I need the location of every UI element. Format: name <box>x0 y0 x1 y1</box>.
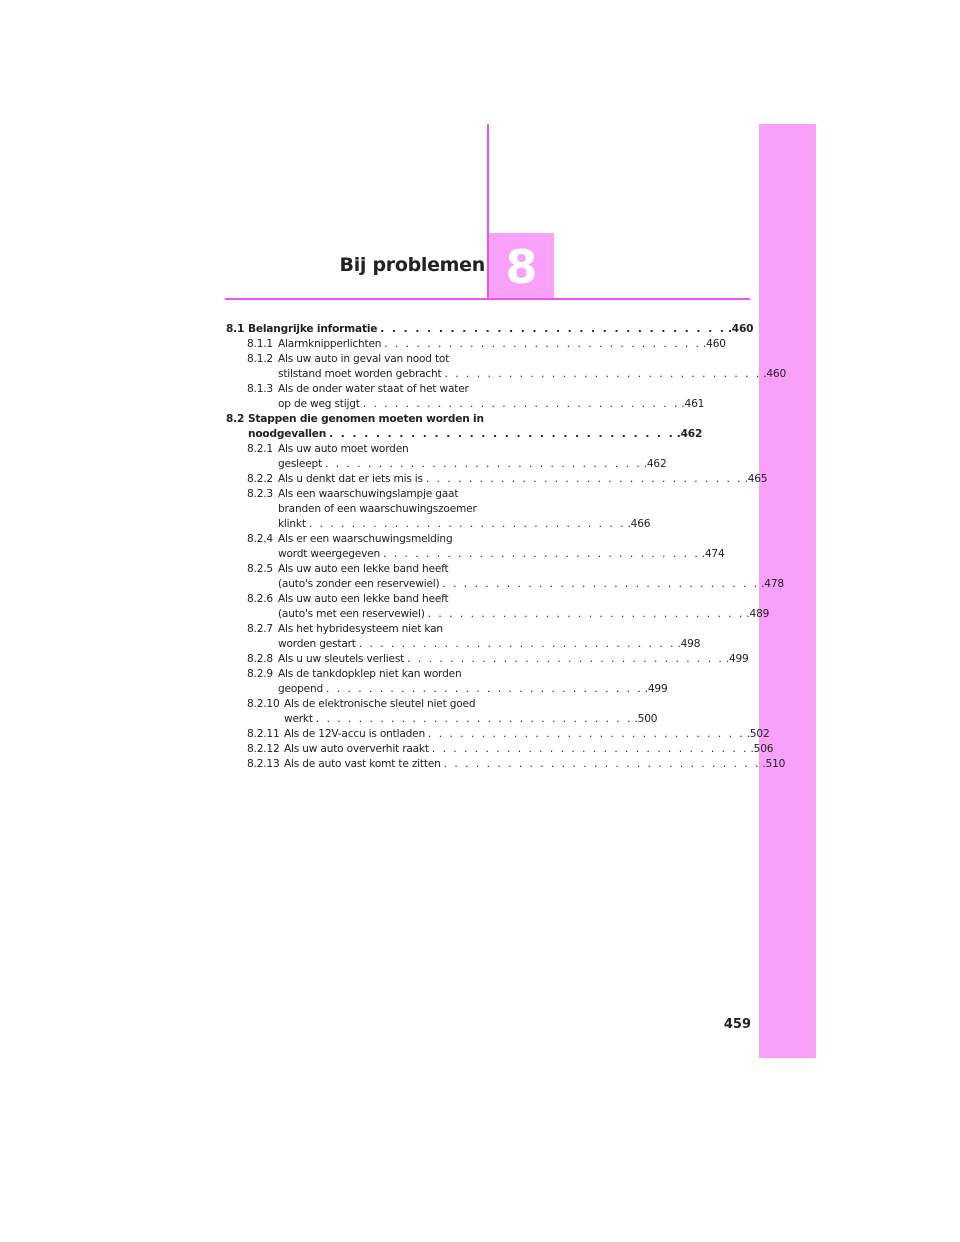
toc-entry[interactable] <box>226 337 726 352</box>
toc-leader-dots: . . . . . . . . . . . . . . . . . . . . . . . . . . . . . . <box>329 428 675 440</box>
toc-entry[interactable] <box>226 352 786 382</box>
toc-leader-dots: . . . . . . . . . . . . . . . . . . . . . . . . . . . . . . <box>407 653 724 665</box>
toc-entry-title: Alarmknipperlichten <box>278 338 382 350</box>
toc-entry-title: Als er een waarschuwingsmelding <box>278 533 453 545</box>
toc-entry-title: Als de tankdopklep niet kan worden <box>278 668 462 680</box>
toc-leader-dots: . . . . . . . . . . . . . . . . . . . . . . . . . . . . . . <box>358 638 676 650</box>
toc-entry-page: .460 <box>702 338 726 350</box>
toc-entry-number: 8.2.9 <box>247 668 273 680</box>
toc-entry-title: Als een waarschuwingslampje gaat <box>278 488 459 500</box>
toc-entry-page: .465 <box>744 473 768 485</box>
toc-entry-number: 8.2.5 <box>247 563 273 575</box>
toc-entry-number: 8.2.10 <box>247 698 280 710</box>
toc-entry[interactable] <box>226 652 749 667</box>
toc-entry-page: .510 <box>762 758 786 770</box>
toc-entry-number: 8.2.1 <box>247 443 273 455</box>
toc-entry-title: geopend <box>278 683 324 695</box>
toc-entry-page: .500 <box>634 713 658 725</box>
toc-entry-title: branden of een waarschuwingszoemer <box>278 503 477 515</box>
toc-leader-dots: . . . . . . . . . . . . . . . . . . . . . . . . . . . . . . <box>443 758 761 770</box>
toc-entry[interactable] <box>226 592 770 622</box>
toc-entry-title: klinkt <box>278 518 306 530</box>
toc-leader-dots: . . . . . . . . . . . . . . . . . . . . . . . . . . . . . . <box>325 458 642 470</box>
toc-entry[interactable] <box>226 562 784 592</box>
toc-entry-number: 8.2.12 <box>247 743 280 755</box>
toc-entry-number: 8.1.3 <box>247 383 273 395</box>
toc-entry-title: noodgevallen <box>248 428 327 440</box>
toc-entry-title: worden gestart <box>278 638 356 650</box>
toc-entry[interactable] <box>226 697 658 727</box>
toc-entry-title: Als de onder water staat of het water <box>278 383 469 395</box>
toc-entry-title: Als u uw sleutels verliest <box>278 653 405 665</box>
toc-entry-title: Als uw auto moet worden <box>278 443 409 455</box>
toc-entry-title: Als uw auto in geval van nood tot <box>278 353 450 365</box>
toc-leader-dots: . . . . . . . . . . . . . . . . . . . . . . . . . . . . . . <box>431 743 749 755</box>
page-number: 459 <box>723 1017 751 1032</box>
toc-entry-number: 8.2.11 <box>247 728 280 740</box>
toc-entry-page: .462 <box>676 428 703 440</box>
toc-leader-dots: . . . . . . . . . . . . . . . . . . . . . . . . . . . . . . <box>315 713 633 725</box>
toc-entry-title: Als u denkt dat er iets mis is <box>278 473 423 485</box>
toc-entry[interactable] <box>226 757 786 772</box>
toc-entry[interactable] <box>226 382 705 412</box>
toc-leader-dots: . . . . . . . . . . . . . . . . . . . . . . . . . . . . . . <box>383 548 700 560</box>
toc-entry-title: Als uw auto een lekke band heeft <box>278 563 449 575</box>
toc-entry-title: wordt weergegeven <box>278 548 381 560</box>
toc-entry-title: stilstand moet worden gebracht <box>278 368 442 380</box>
toc-leader-dots: . . . . . . . . . . . . . . . . . . . . . . . . . . . . . . <box>308 518 626 530</box>
toc-entry-page: .478 <box>761 578 784 590</box>
toc-entry-title: (auto's met een reservewiel) <box>278 608 425 620</box>
toc-entry-number: 8.2.3 <box>247 488 273 500</box>
toc-entry-title: Als uw auto oververhit raakt <box>284 743 429 755</box>
toc-entry-page: .499 <box>725 653 749 665</box>
toc-leader-dots: . . . . . . . . . . . . . . . . . . . . . . . . . . . . . . <box>326 683 643 695</box>
toc-entry-page: .462 <box>643 458 667 470</box>
toc-leader-dots: . . . . . . . . . . . . . . . . . . . . . . . . . . . . . . <box>442 578 760 590</box>
toc-entry-title: Als de 12V-accu is ontladen <box>284 728 426 740</box>
toc-entry-number: 8.2.7 <box>247 623 273 635</box>
toc-entry-title: (auto's zonder een reservewiel) <box>278 578 440 590</box>
toc-entry-page: .466 <box>627 518 651 530</box>
toc-entry-page: .502 <box>746 728 770 740</box>
toc-leader-dots: . . . . . . . . . . . . . . . . . . . . . . . . . . . . . . <box>425 473 743 485</box>
toc-entry-title: Belangrijke informatie <box>248 323 378 335</box>
toc-entry[interactable] <box>226 472 768 487</box>
toc-entry-page: .489 <box>746 608 770 620</box>
toc-leader-dots: . . . . . . . . . . . . . . . . . . . . . . . . . . . . . . <box>444 368 762 380</box>
toc-entry[interactable] <box>226 487 651 532</box>
toc-entry-number: 8.1 <box>226 323 245 335</box>
toc-entry-page: .460 <box>727 323 754 335</box>
toc-entry-title: Als de auto vast komt te zitten <box>284 758 441 770</box>
toc-entry-number: 8.2.4 <box>247 533 273 545</box>
toc-entry-page: .474 <box>701 548 725 560</box>
toc-entry-page: .498 <box>677 638 701 650</box>
toc-leader-dots: . . . . . . . . . . . . . . . . . . . . . . . . . . . . . . <box>427 608 745 620</box>
toc-entry[interactable] <box>226 742 774 757</box>
chapter-number-box <box>489 233 554 300</box>
toc-entry-title: werkt <box>284 713 313 725</box>
toc-entry-page: .460 <box>763 368 786 380</box>
toc-entry-number: 8.1.2 <box>247 353 273 365</box>
toc-entry[interactable] <box>226 412 703 442</box>
toc-entry-title: Als de elektronische sleutel niet goed <box>284 698 476 710</box>
toc-entry[interactable] <box>226 442 667 472</box>
toc-entry-title: gesleept <box>278 458 323 470</box>
toc-entry-title: op de weg stijgt <box>278 398 360 410</box>
toc-entry[interactable] <box>226 727 770 742</box>
toc-entry[interactable] <box>226 622 701 652</box>
table-of-contents <box>226 322 786 772</box>
toc-leader-dots: . . . . . . . . . . . . . . . . . . . . . . . . . . . . . . <box>362 398 680 410</box>
toc-entry-number: 8.2.13 <box>247 758 280 770</box>
toc-entry[interactable] <box>226 667 668 697</box>
toc-entry-page: .506 <box>750 743 774 755</box>
toc-entry-number: 8.2.8 <box>247 653 273 665</box>
toc-entry-title: Als uw auto een lekke band heeft <box>278 593 449 605</box>
toc-entry-title: Stappen die genomen moeten worden in <box>248 413 484 425</box>
toc-entry-number: 8.2.6 <box>247 593 273 605</box>
toc-entry[interactable] <box>226 322 754 337</box>
toc-leader-dots: . . . . . . . . . . . . . . . . . . . . . . . . . . . . . . <box>428 728 745 740</box>
toc-leader-dots: . . . . . . . . . . . . . . . . . . . . . . . . . . . . . . <box>380 323 726 335</box>
toc-entry-title: Als het hybridesysteem niet kan <box>278 623 443 635</box>
toc-entry-page: .499 <box>644 683 668 695</box>
toc-entry-number: 8.2.2 <box>247 473 273 485</box>
toc-entry-page: .461 <box>681 398 705 410</box>
chapter-number: 8 <box>505 239 538 294</box>
toc-entry[interactable] <box>226 532 725 562</box>
toc-entry-number: 8.1.1 <box>247 338 273 350</box>
toc-entry-number: 8.2 <box>226 413 245 425</box>
toc-leader-dots: . . . . . . . . . . . . . . . . . . . . . . . . . . . . . . <box>384 338 701 350</box>
header-horizontal-rule <box>225 298 750 300</box>
chapter-title: Bij problemen <box>339 254 485 276</box>
